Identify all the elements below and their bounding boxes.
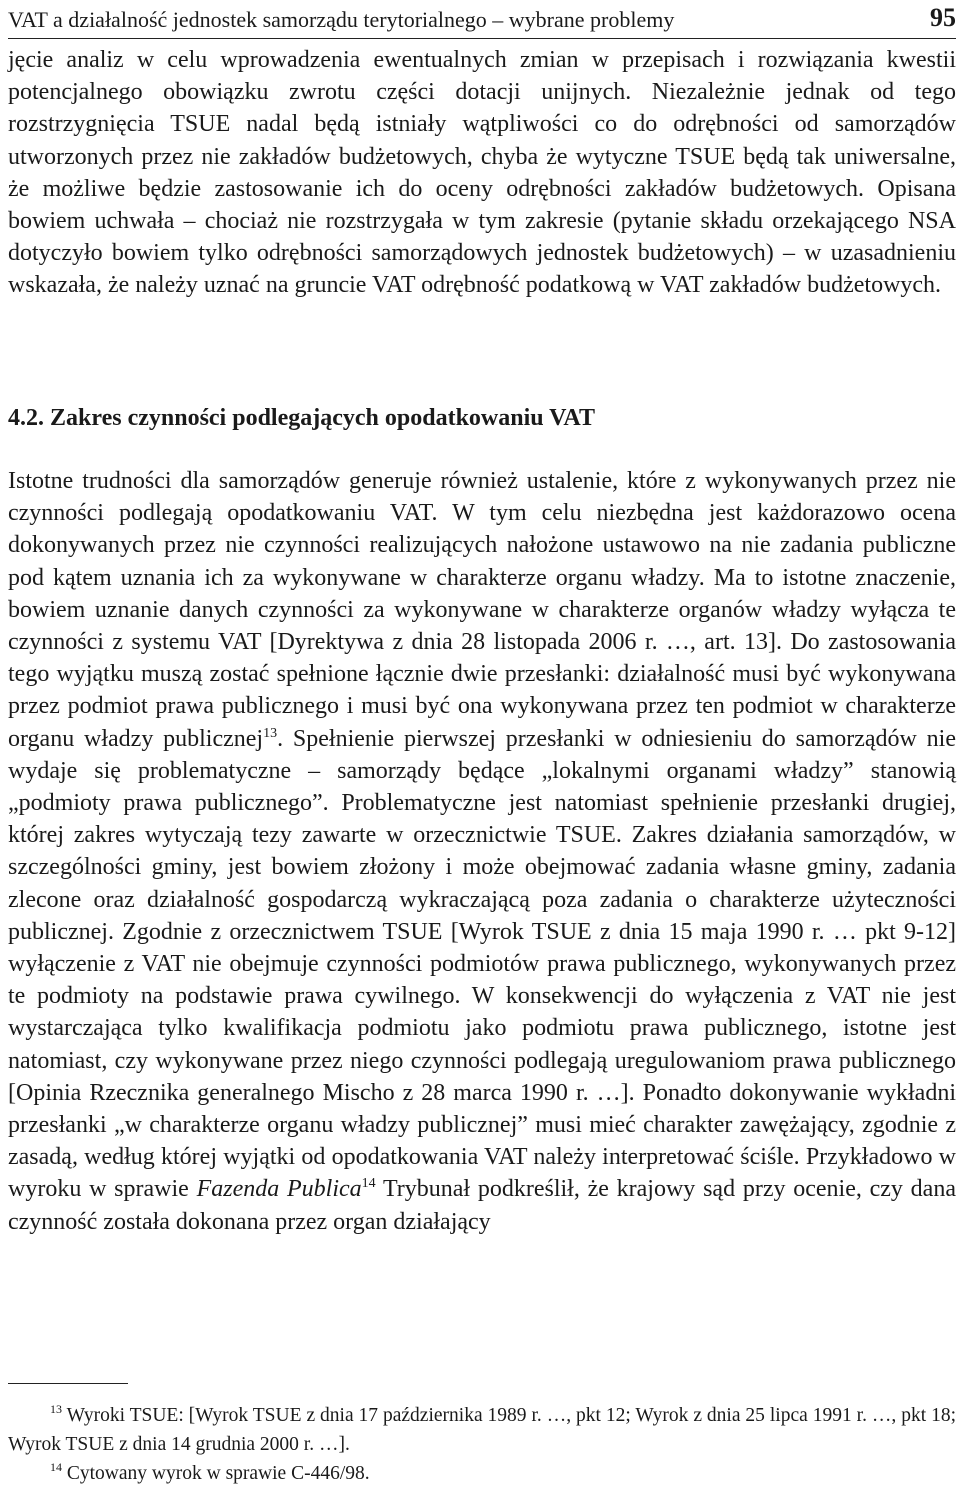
main-text (8, 44, 956, 302)
footnote-text: Wyroki TSUE: [Wyrok TSUE z dnia 17 października 1989 r. …, pkt 12; Wyrok z dnia 25 lipca 1991 r. …, pkt 18; Wyrok TSUE z dnia 14 grudnia 2000 r. …]. (8, 1405, 956, 1455)
paragraph-text: . Spełnienie pierwszej przesłanki w odniesieniu do samorządów nie wydaje się problematyczne – samorządy będące „lokalnymi organami władzy” stanowią „podmioty prawa publicznego”. Problematyczne jest natomiast spełnienie przesłanki drugiej, której zakres wytyczają tezy zawarte w orzecznictwie TSUE. Zakres działania samorządów, w szczególności gminy, jest bowiem złożony i może obejmować zadania własne gminy, zadania zlecone oraz działalność gospodarczą wykraczającą poza zadania o charakterze użyteczności publicznej. Zgodnie z orzecznictwem TSUE [Wyrok TSUE z dnia 15 maja 1990 r. … pkt 9-12] wyłączenie z VAT nie obejmuje czynności podmiotów prawa publicznego, wykonywanych przez te podmioty na podstawie prawa cywilnego. W konsekwencji do wyłączenia z VAT nie jest wystarczająca tylko kwalifikacja podmiotu jako podmiotu prawa publicznego, istotne jest natomiast, czy wykonywane przez niego czynności podlegają uregulowaniom prawa publicznego [Opinia Rzecznika generalnego Mischo z 28 marca 1990 r. …]. Ponadto dokonywanie wykładni przesłanki „w charakterze organu władzy publicznej” musi mieć charakter zawężający, zgodnie z zasadą, według której wyjątki od opodatkowania VAT należy interpretować ściśle. Przykładowo w wyroku w sprawie (8, 725, 956, 1203)
running-title: VAT a działalność jednostek samorządu terytorialnego – wybrane problemy (8, 7, 675, 32)
footnotes (8, 1401, 956, 1488)
footnote-ref-14: 14 (361, 1176, 376, 1192)
footnote-ref-13: 13 (263, 725, 278, 741)
paragraph-text: Trybunał podkreślił, że krajowy sąd przy ocenie, czy dana czynność została dokonana przez organ działający (8, 1176, 956, 1235)
footnote-13 (8, 1401, 956, 1459)
footnote-number: 14 (50, 1460, 62, 1474)
page-header (8, 4, 956, 34)
footnote-number: 13 (50, 1402, 62, 1416)
footnote-rule (8, 1383, 128, 1384)
footnote-14 (8, 1459, 956, 1488)
paragraph-text: Istotne trudności dla samorządów generuje również ustalenie, które z wykonywanych przez nie czynności podlegają opodatkowaniu VAT. W tym celu niezbędna jest każdorazowo ocena dokonywanych przez nie czynności realizujących nałożone ustawowo na nie zadania publiczne pod kątem uznania ich za wykonywane w charakterze organu władzy. Ma to istotne znaczenie, bowiem uznanie danych czynności za wykonywane w charakterze organów władzy wyłącza te czynności z systemu VAT [Dyrektywa z dnia 28 listopada 2006 r. …, art. 13]. Do zastosowania tego wyjątku muszą zostać spełnione łącznie dwie przesłanki: działalność musi być wykonywana przez podmiot prawa publicznego i musi być ona wykonywana przez ten podmiot w charakterze organu władzy publicznej (8, 468, 956, 752)
section-text (8, 465, 956, 1238)
section-heading: 4.2. Zakres czynności podlegających opodatkowaniu VAT (8, 405, 595, 431)
paragraph (8, 465, 956, 1238)
page-number: 95 (930, 3, 956, 32)
header-rule (8, 38, 956, 39)
case-name: Fazenda Publica (196, 1176, 362, 1203)
paragraph: jęcie analiz w celu wprowadzenia ewentualnych zmian w przepisach i rozwiązania kwestii potencjalnego obowiązku zwrotu części dotacji unijnych. Niezależnie jednak od tego rozstrzygnięcia TSUE nadal będą istniały wątpliwości co do odrębności od samorządów utworzonych przez nie zakładów budżetowych, chyba że wytyczne TSUE będą tak uniwersalne, że możliwe będzie zastosowanie ich do oceny odrębności zakładów budżetowych. Opisana bowiem uchwała – chociaż nie rozstrzygała w tym zakresie (pytanie składu orzekającego NSA dotyczyło bowiem tylko odrębności samorządowych jednostek budżetowych) – w uzasadnieniu wskazała, że należy uznać na gruncie VAT odrębność podatkową w VAT zakładów budżetowych. (8, 47, 956, 299)
document-page (8, 0, 956, 1485)
footnote-text: Cytowany wyrok w sprawie C-446/98. (62, 1463, 370, 1484)
